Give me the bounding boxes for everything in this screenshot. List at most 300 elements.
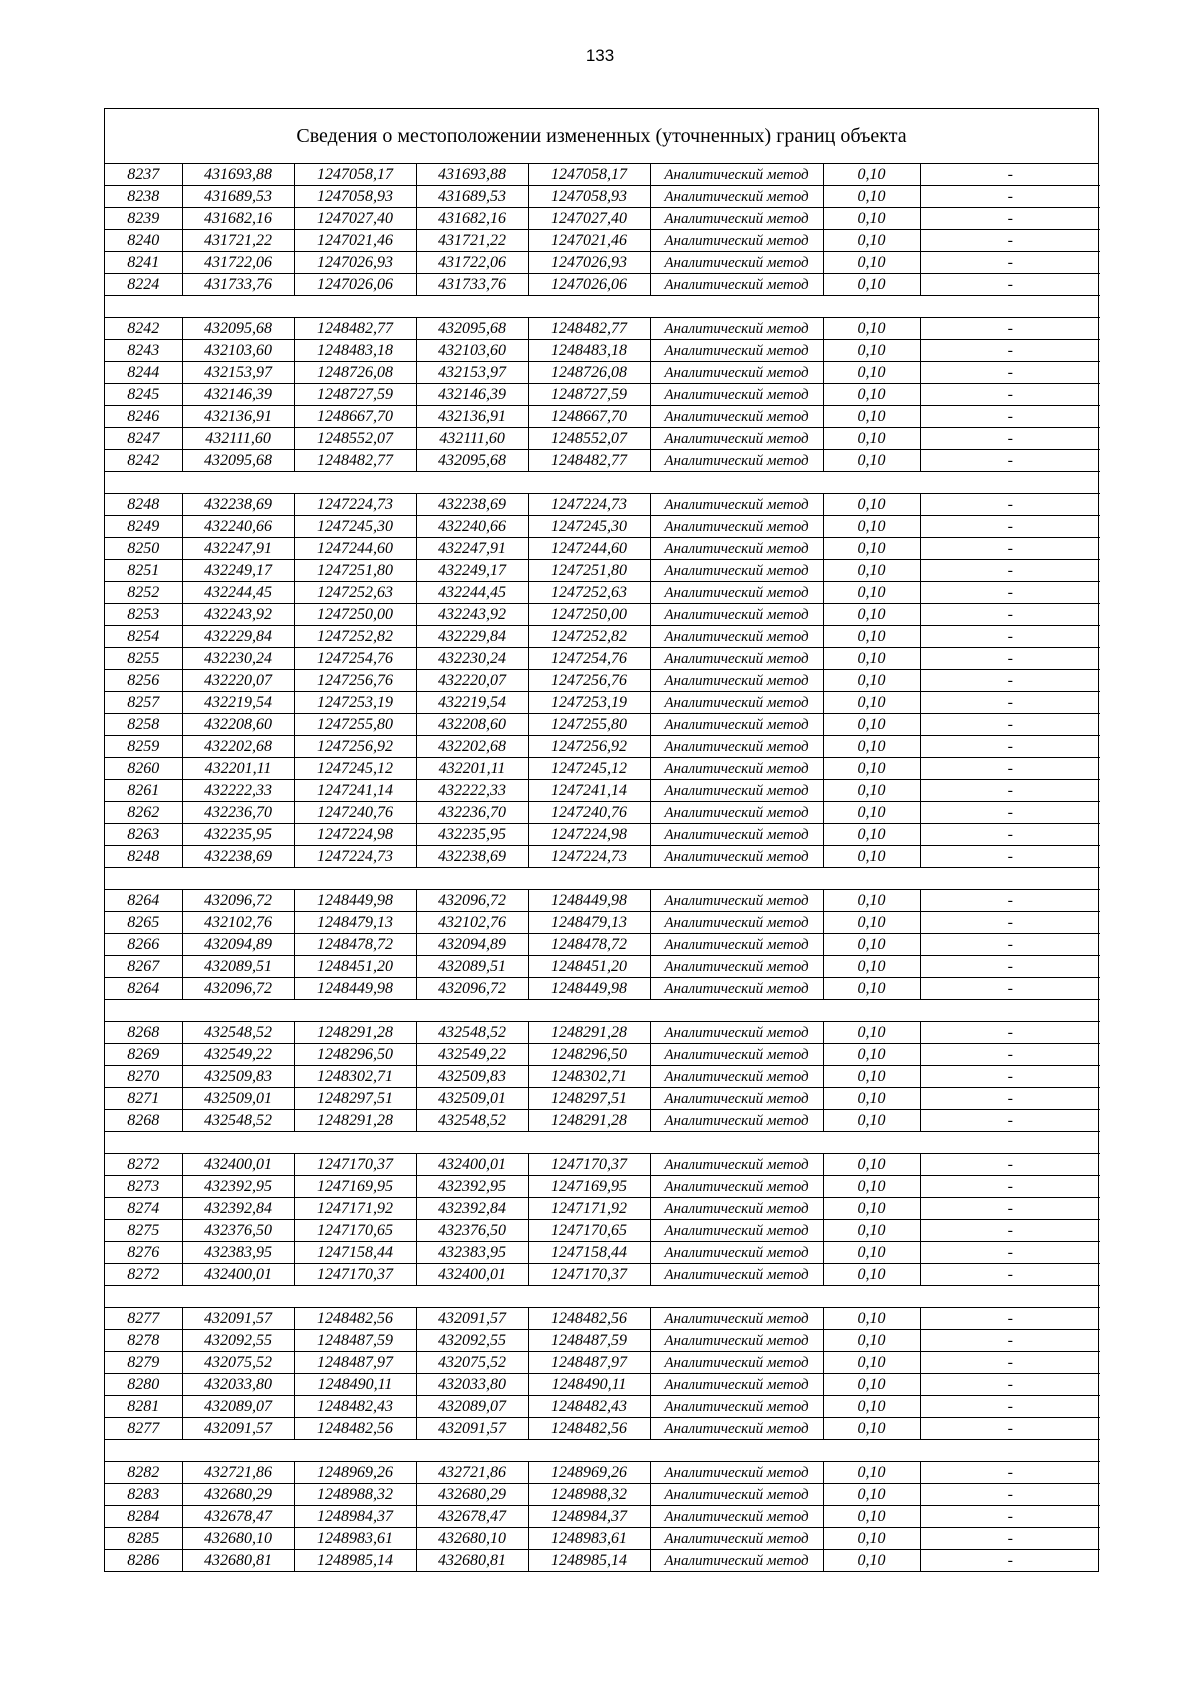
- coordinates-table: [105, 164, 1100, 1571]
- method-cell: Аналитический метод: [650, 912, 823, 934]
- method-cell: Аналитический метод: [650, 648, 823, 670]
- x-old-cell: 432092,55: [182, 1330, 294, 1352]
- method-cell: Аналитический метод: [650, 1022, 823, 1044]
- point-number-cell: 8280: [105, 1374, 182, 1396]
- description-cell: -: [920, 230, 1100, 252]
- point-number-cell: 8243: [105, 340, 182, 362]
- x-new-cell: 432680,10: [416, 1528, 528, 1550]
- y-new-cell: 1248449,98: [528, 978, 650, 1000]
- x-old-cell: 432102,76: [182, 912, 294, 934]
- y-old-cell: 1247253,19: [294, 692, 416, 714]
- point-number-cell: 8248: [105, 494, 182, 516]
- x-old-cell: 432136,91: [182, 406, 294, 428]
- x-old-cell: 432392,84: [182, 1198, 294, 1220]
- y-new-cell: 1247027,40: [528, 208, 650, 230]
- method-cell: Аналитический метод: [650, 802, 823, 824]
- y-new-cell: 1247158,44: [528, 1242, 650, 1264]
- method-cell: Аналитический метод: [650, 1462, 823, 1484]
- separator-cell: [105, 1000, 1100, 1022]
- precision-cell: 0,10: [823, 1418, 920, 1440]
- group-separator-row: [105, 1132, 1100, 1154]
- x-old-cell: 432383,95: [182, 1242, 294, 1264]
- x-new-cell: 432111,60: [416, 428, 528, 450]
- y-old-cell: 1248969,26: [294, 1462, 416, 1484]
- y-old-cell: 1247240,76: [294, 802, 416, 824]
- description-cell: -: [920, 780, 1100, 802]
- y-new-cell: 1247256,92: [528, 736, 650, 758]
- point-number-cell: 8248: [105, 846, 182, 868]
- precision-cell: 0,10: [823, 890, 920, 912]
- description-cell: -: [920, 1220, 1100, 1242]
- y-old-cell: 1247255,80: [294, 714, 416, 736]
- method-cell: Аналитический метод: [650, 824, 823, 846]
- description-cell: -: [920, 1352, 1100, 1374]
- table-row: [105, 934, 1100, 956]
- method-cell: Аналитический метод: [650, 252, 823, 274]
- method-cell: Аналитический метод: [650, 428, 823, 450]
- table-row: [105, 780, 1100, 802]
- y-new-cell: 1247224,73: [528, 846, 650, 868]
- precision-cell: 0,10: [823, 802, 920, 824]
- table-row: [105, 516, 1100, 538]
- method-cell: Аналитический метод: [650, 1374, 823, 1396]
- description-cell: -: [920, 1176, 1100, 1198]
- separator-cell: [105, 1440, 1100, 1462]
- x-new-cell: 432235,95: [416, 824, 528, 846]
- description-cell: -: [920, 340, 1100, 362]
- x-old-cell: 431722,06: [182, 252, 294, 274]
- point-number-cell: 8268: [105, 1022, 182, 1044]
- method-cell: Аналитический метод: [650, 1198, 823, 1220]
- y-old-cell: 1247252,63: [294, 582, 416, 604]
- table-row: [105, 274, 1100, 296]
- y-new-cell: 1247244,60: [528, 538, 650, 560]
- table-row: [105, 956, 1100, 978]
- x-old-cell: 432201,11: [182, 758, 294, 780]
- table-row: [105, 1110, 1100, 1132]
- description-cell: -: [920, 1374, 1100, 1396]
- description-cell: -: [920, 560, 1100, 582]
- y-old-cell: 1247244,60: [294, 538, 416, 560]
- x-old-cell: 432103,60: [182, 340, 294, 362]
- point-number-cell: 8241: [105, 252, 182, 274]
- x-old-cell: 432249,17: [182, 560, 294, 582]
- point-number-cell: 8242: [105, 318, 182, 340]
- x-new-cell: 432153,97: [416, 362, 528, 384]
- description-cell: -: [920, 714, 1100, 736]
- precision-cell: 0,10: [823, 318, 920, 340]
- description-cell: -: [920, 1154, 1100, 1176]
- x-new-cell: 432092,55: [416, 1330, 528, 1352]
- description-cell: -: [920, 1022, 1100, 1044]
- x-new-cell: 431733,76: [416, 274, 528, 296]
- method-cell: Аналитический метод: [650, 1528, 823, 1550]
- y-new-cell: 1247254,76: [528, 648, 650, 670]
- x-new-cell: 432238,69: [416, 494, 528, 516]
- x-new-cell: 432400,01: [416, 1264, 528, 1286]
- table-row: [105, 1462, 1100, 1484]
- x-old-cell: 432094,89: [182, 934, 294, 956]
- table-row: [105, 1506, 1100, 1528]
- point-number-cell: 8249: [105, 516, 182, 538]
- x-new-cell: 432678,47: [416, 1506, 528, 1528]
- x-old-cell: 432111,60: [182, 428, 294, 450]
- point-number-cell: 8270: [105, 1066, 182, 1088]
- x-old-cell: 432509,83: [182, 1066, 294, 1088]
- table-row: [105, 846, 1100, 868]
- x-old-cell: 432548,52: [182, 1022, 294, 1044]
- point-number-cell: 8271: [105, 1088, 182, 1110]
- y-new-cell: 1247170,65: [528, 1220, 650, 1242]
- table-row: [105, 1220, 1100, 1242]
- description-cell: -: [920, 934, 1100, 956]
- x-new-cell: 432089,51: [416, 956, 528, 978]
- precision-cell: 0,10: [823, 1198, 920, 1220]
- point-number-cell: 8253: [105, 604, 182, 626]
- description-cell: -: [920, 1484, 1100, 1506]
- y-old-cell: 1248482,77: [294, 450, 416, 472]
- description-cell: -: [920, 164, 1100, 186]
- x-new-cell: 431682,16: [416, 208, 528, 230]
- table-row: [105, 1022, 1100, 1044]
- y-old-cell: 1247256,92: [294, 736, 416, 758]
- y-new-cell: 1247252,63: [528, 582, 650, 604]
- y-new-cell: 1247058,17: [528, 164, 650, 186]
- method-cell: Аналитический метод: [650, 1110, 823, 1132]
- x-new-cell: 432548,52: [416, 1110, 528, 1132]
- y-old-cell: 1248297,51: [294, 1088, 416, 1110]
- y-new-cell: 1248302,71: [528, 1066, 650, 1088]
- group-separator-row: [105, 472, 1100, 494]
- table-row: [105, 1528, 1100, 1550]
- method-cell: Аналитический метод: [650, 714, 823, 736]
- method-cell: Аналитический метод: [650, 494, 823, 516]
- y-old-cell: 1248985,14: [294, 1550, 416, 1572]
- x-old-cell: 432208,60: [182, 714, 294, 736]
- precision-cell: 0,10: [823, 252, 920, 274]
- precision-cell: 0,10: [823, 978, 920, 1000]
- separator-cell: [105, 1286, 1100, 1308]
- description-cell: -: [920, 912, 1100, 934]
- y-new-cell: 1248478,72: [528, 934, 650, 956]
- x-old-cell: 432392,95: [182, 1176, 294, 1198]
- point-number-cell: 8278: [105, 1330, 182, 1352]
- table-row: [105, 1242, 1100, 1264]
- table-row: [105, 318, 1100, 340]
- y-new-cell: 1248479,13: [528, 912, 650, 934]
- method-cell: Аналитический метод: [650, 1066, 823, 1088]
- point-number-cell: 8246: [105, 406, 182, 428]
- method-cell: Аналитический метод: [650, 362, 823, 384]
- method-cell: Аналитический метод: [650, 384, 823, 406]
- description-cell: -: [920, 1110, 1100, 1132]
- x-new-cell: 432383,95: [416, 1242, 528, 1264]
- description-cell: -: [920, 758, 1100, 780]
- coordinates-table-body: [105, 164, 1100, 1571]
- precision-cell: 0,10: [823, 1550, 920, 1572]
- point-number-cell: 8274: [105, 1198, 182, 1220]
- y-old-cell: 1248983,61: [294, 1528, 416, 1550]
- precision-cell: 0,10: [823, 1044, 920, 1066]
- table-row: [105, 230, 1100, 252]
- precision-cell: 0,10: [823, 934, 920, 956]
- y-new-cell: 1247169,95: [528, 1176, 650, 1198]
- description-cell: -: [920, 956, 1100, 978]
- y-old-cell: 1247224,73: [294, 846, 416, 868]
- point-number-cell: 8275: [105, 1220, 182, 1242]
- x-old-cell: 432400,01: [182, 1154, 294, 1176]
- y-new-cell: 1247241,14: [528, 780, 650, 802]
- x-new-cell: 432096,72: [416, 978, 528, 1000]
- x-new-cell: 432202,68: [416, 736, 528, 758]
- point-number-cell: 8237: [105, 164, 182, 186]
- precision-cell: 0,10: [823, 406, 920, 428]
- x-new-cell: 431693,88: [416, 164, 528, 186]
- y-new-cell: 1248482,56: [528, 1418, 650, 1440]
- x-old-cell: 432235,95: [182, 824, 294, 846]
- table-row: [105, 164, 1100, 186]
- x-old-cell: 432236,70: [182, 802, 294, 824]
- x-new-cell: 432219,54: [416, 692, 528, 714]
- y-new-cell: 1248291,28: [528, 1022, 650, 1044]
- x-new-cell: 432392,95: [416, 1176, 528, 1198]
- y-new-cell: 1248727,59: [528, 384, 650, 406]
- point-number-cell: 8239: [105, 208, 182, 230]
- point-number-cell: 8252: [105, 582, 182, 604]
- y-old-cell: 1247251,80: [294, 560, 416, 582]
- y-new-cell: 1247170,37: [528, 1154, 650, 1176]
- x-new-cell: 432089,07: [416, 1396, 528, 1418]
- x-new-cell: 432208,60: [416, 714, 528, 736]
- x-old-cell: 432230,24: [182, 648, 294, 670]
- x-old-cell: 432096,72: [182, 890, 294, 912]
- table-row: [105, 802, 1100, 824]
- y-old-cell: 1247224,73: [294, 494, 416, 516]
- point-number-cell: 8268: [105, 1110, 182, 1132]
- precision-cell: 0,10: [823, 428, 920, 450]
- description-cell: -: [920, 736, 1100, 758]
- table-row: [105, 186, 1100, 208]
- point-number-cell: 8285: [105, 1528, 182, 1550]
- y-old-cell: 1248667,70: [294, 406, 416, 428]
- y-old-cell: 1247170,37: [294, 1154, 416, 1176]
- y-new-cell: 1247240,76: [528, 802, 650, 824]
- y-old-cell: 1247158,44: [294, 1242, 416, 1264]
- x-new-cell: 431721,22: [416, 230, 528, 252]
- point-number-cell: 8250: [105, 538, 182, 560]
- x-new-cell: 432249,17: [416, 560, 528, 582]
- precision-cell: 0,10: [823, 1528, 920, 1550]
- method-cell: Аналитический метод: [650, 846, 823, 868]
- precision-cell: 0,10: [823, 956, 920, 978]
- y-old-cell: 1247170,65: [294, 1220, 416, 1242]
- precision-cell: 0,10: [823, 648, 920, 670]
- description-cell: -: [920, 1308, 1100, 1330]
- y-new-cell: 1247245,30: [528, 516, 650, 538]
- x-old-cell: 432240,66: [182, 516, 294, 538]
- x-old-cell: 432089,07: [182, 1396, 294, 1418]
- description-cell: -: [920, 890, 1100, 912]
- precision-cell: 0,10: [823, 1462, 920, 1484]
- method-cell: Аналитический метод: [650, 934, 823, 956]
- x-old-cell: 432153,97: [182, 362, 294, 384]
- precision-cell: 0,10: [823, 1506, 920, 1528]
- description-cell: -: [920, 516, 1100, 538]
- x-new-cell: 432680,29: [416, 1484, 528, 1506]
- method-cell: Аналитический метод: [650, 1154, 823, 1176]
- description-cell: -: [920, 1418, 1100, 1440]
- x-new-cell: 432220,07: [416, 670, 528, 692]
- point-number-cell: 8263: [105, 824, 182, 846]
- x-old-cell: 431682,16: [182, 208, 294, 230]
- x-new-cell: 432201,11: [416, 758, 528, 780]
- point-number-cell: 8279: [105, 1352, 182, 1374]
- y-new-cell: 1247058,93: [528, 186, 650, 208]
- precision-cell: 0,10: [823, 516, 920, 538]
- method-cell: Аналитический метод: [650, 1264, 823, 1286]
- y-old-cell: 1248726,08: [294, 362, 416, 384]
- point-number-cell: 8260: [105, 758, 182, 780]
- method-cell: Аналитический метод: [650, 208, 823, 230]
- method-cell: Аналитический метод: [650, 670, 823, 692]
- y-old-cell: 1248482,56: [294, 1418, 416, 1440]
- table-row: [105, 494, 1100, 516]
- table-row: [105, 1330, 1100, 1352]
- y-old-cell: 1248984,37: [294, 1506, 416, 1528]
- table-row: [105, 1264, 1100, 1286]
- description-cell: -: [920, 1198, 1100, 1220]
- y-new-cell: 1248667,70: [528, 406, 650, 428]
- precision-cell: 0,10: [823, 604, 920, 626]
- table-row: [105, 1066, 1100, 1088]
- y-new-cell: 1248969,26: [528, 1462, 650, 1484]
- point-number-cell: 8258: [105, 714, 182, 736]
- precision-cell: 0,10: [823, 208, 920, 230]
- y-old-cell: 1247027,40: [294, 208, 416, 230]
- y-old-cell: 1248552,07: [294, 428, 416, 450]
- precision-cell: 0,10: [823, 912, 920, 934]
- table-row: [105, 1308, 1100, 1330]
- y-new-cell: 1248482,43: [528, 1396, 650, 1418]
- separator-cell: [105, 1132, 1100, 1154]
- method-cell: Аналитический метод: [650, 1396, 823, 1418]
- x-new-cell: 432247,91: [416, 538, 528, 560]
- table-row: [105, 362, 1100, 384]
- point-number-cell: 8282: [105, 1462, 182, 1484]
- description-cell: -: [920, 1330, 1100, 1352]
- description-cell: -: [920, 670, 1100, 692]
- y-old-cell: 1248449,98: [294, 890, 416, 912]
- table-row: [105, 692, 1100, 714]
- y-old-cell: 1247026,93: [294, 252, 416, 274]
- x-new-cell: 432146,39: [416, 384, 528, 406]
- y-new-cell: 1247245,12: [528, 758, 650, 780]
- x-old-cell: 432247,91: [182, 538, 294, 560]
- table-row: [105, 252, 1100, 274]
- table-row: [105, 978, 1100, 1000]
- x-new-cell: 432509,01: [416, 1088, 528, 1110]
- point-number-cell: 8276: [105, 1242, 182, 1264]
- y-old-cell: 1248482,43: [294, 1396, 416, 1418]
- y-old-cell: 1247250,00: [294, 604, 416, 626]
- precision-cell: 0,10: [823, 1176, 920, 1198]
- description-cell: -: [920, 406, 1100, 428]
- method-cell: Аналитический метод: [650, 1176, 823, 1198]
- y-old-cell: 1247058,17: [294, 164, 416, 186]
- table-row: [105, 340, 1100, 362]
- y-new-cell: 1248984,37: [528, 1506, 650, 1528]
- point-number-cell: 8269: [105, 1044, 182, 1066]
- method-cell: Аналитический метод: [650, 604, 823, 626]
- x-old-cell: 432091,57: [182, 1308, 294, 1330]
- x-old-cell: 432549,22: [182, 1044, 294, 1066]
- y-old-cell: 1248487,97: [294, 1352, 416, 1374]
- precision-cell: 0,10: [823, 274, 920, 296]
- point-number-cell: 8247: [105, 428, 182, 450]
- x-new-cell: 432548,52: [416, 1022, 528, 1044]
- method-cell: Аналитический метод: [650, 1506, 823, 1528]
- x-old-cell: 432096,72: [182, 978, 294, 1000]
- x-new-cell: 432680,81: [416, 1550, 528, 1572]
- y-new-cell: 1248451,20: [528, 956, 650, 978]
- table-row: [105, 406, 1100, 428]
- x-old-cell: 432509,01: [182, 1088, 294, 1110]
- group-separator-row: [105, 1286, 1100, 1308]
- table-row: [105, 582, 1100, 604]
- method-cell: Аналитический метод: [650, 1418, 823, 1440]
- y-old-cell: 1247245,30: [294, 516, 416, 538]
- precision-cell: 0,10: [823, 1066, 920, 1088]
- precision-cell: 0,10: [823, 186, 920, 208]
- precision-cell: 0,10: [823, 230, 920, 252]
- y-old-cell: 1248291,28: [294, 1022, 416, 1044]
- x-new-cell: 432222,33: [416, 780, 528, 802]
- point-number-cell: 8240: [105, 230, 182, 252]
- x-new-cell: 431722,06: [416, 252, 528, 274]
- method-cell: Аналитический метод: [650, 582, 823, 604]
- x-new-cell: 432075,52: [416, 1352, 528, 1374]
- y-new-cell: 1247026,93: [528, 252, 650, 274]
- table-row: [105, 1550, 1100, 1572]
- x-new-cell: 432376,50: [416, 1220, 528, 1242]
- method-cell: Аналитический метод: [650, 1044, 823, 1066]
- x-new-cell: 431689,53: [416, 186, 528, 208]
- method-cell: Аналитический метод: [650, 736, 823, 758]
- point-number-cell: 8272: [105, 1154, 182, 1176]
- description-cell: -: [920, 1506, 1100, 1528]
- y-new-cell: 1248296,50: [528, 1044, 650, 1066]
- y-old-cell: 1247241,14: [294, 780, 416, 802]
- description-cell: -: [920, 582, 1100, 604]
- x-new-cell: 432095,68: [416, 318, 528, 340]
- y-new-cell: 1248988,32: [528, 1484, 650, 1506]
- x-old-cell: 431689,53: [182, 186, 294, 208]
- point-number-cell: 8255: [105, 648, 182, 670]
- y-old-cell: 1247169,95: [294, 1176, 416, 1198]
- method-cell: Аналитический метод: [650, 274, 823, 296]
- y-new-cell: 1248291,28: [528, 1110, 650, 1132]
- x-new-cell: 432238,69: [416, 846, 528, 868]
- table-row: [105, 1198, 1100, 1220]
- point-number-cell: 8264: [105, 978, 182, 1000]
- y-new-cell: 1247251,80: [528, 560, 650, 582]
- precision-cell: 0,10: [823, 1220, 920, 1242]
- y-old-cell: 1247245,12: [294, 758, 416, 780]
- method-cell: Аналитический метод: [650, 1308, 823, 1330]
- y-new-cell: 1248985,14: [528, 1550, 650, 1572]
- table-row: [105, 714, 1100, 736]
- description-cell: -: [920, 362, 1100, 384]
